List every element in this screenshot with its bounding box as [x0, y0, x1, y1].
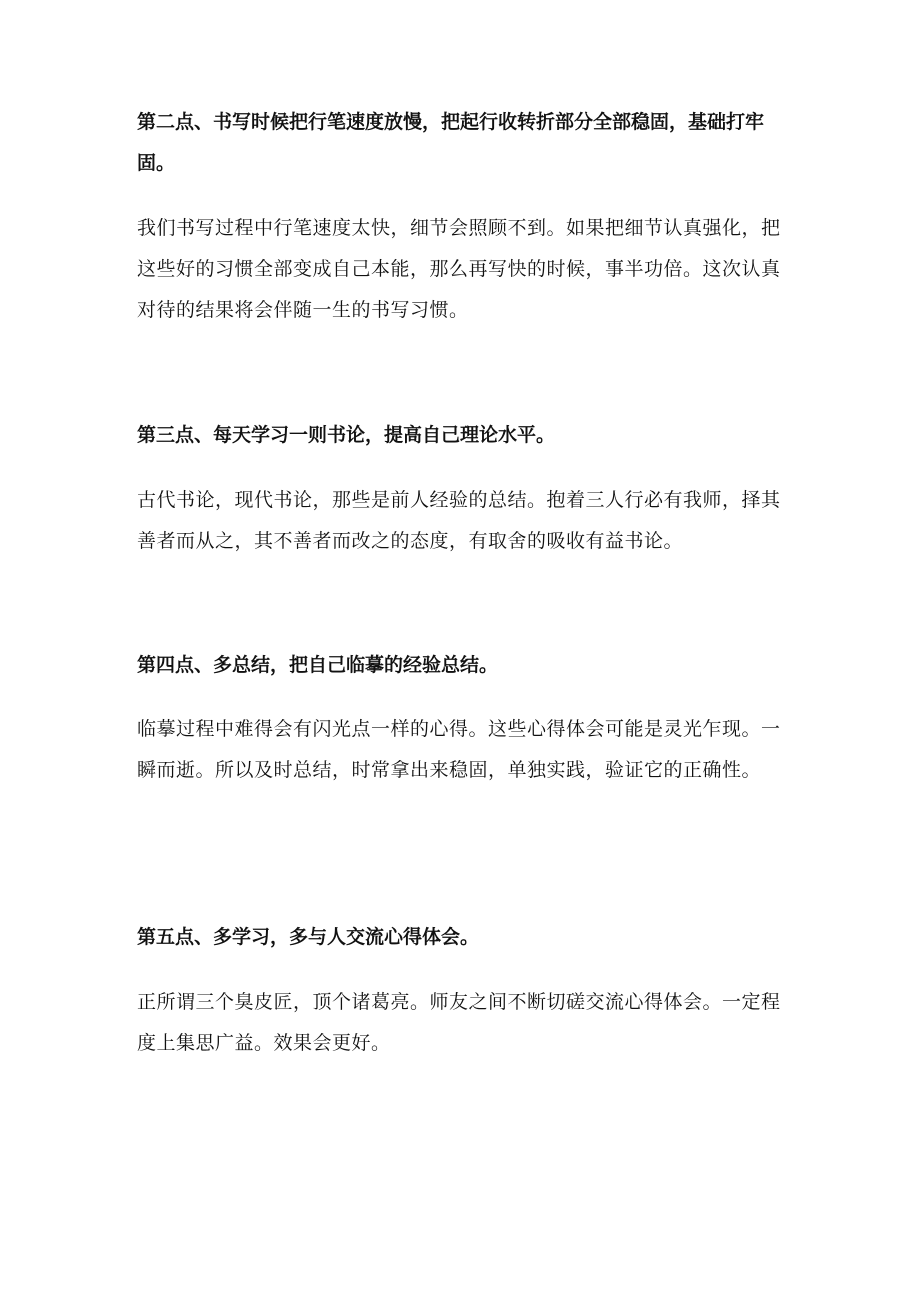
section-heading-4: 第四点、多总结，把自己临摹的经验总结。	[137, 654, 499, 676]
section-heading-2: 第二点、书写时候把行笔速度放慢，把起行收转折部分全部稳固，基础打牢固。	[137, 111, 765, 174]
section-paragraph-5: 正所谓三个臭皮匠，顶个诸葛亮。师友之间不断切磋交流心得体会。一定程度上集思广益。效果会更好。	[137, 991, 781, 1054]
section-paragraph-4: 临摹过程中难得会有闪光点一样的心得。这些心得体会可能是灵光乍现。一瞬而逝。所以及时总结，时常拿出来稳固，单独实践，验证它的正确性。	[137, 718, 781, 781]
section-paragraph-2: 我们书写过程中行笔速度太快，细节会照顾不到。如果把细节认真强化，把这些好的习惯全部变成自己本能，那么再写快的时候，事半功倍。这次认真对待的结果将会伴随一生的书写习惯。	[137, 217, 781, 321]
section-heading-3: 第三点、每天学习一则书论，提高自己理论水平。	[137, 424, 556, 446]
section-heading-5: 第五点、多学习，多与人交流心得体会。	[137, 926, 480, 948]
section-paragraph-3: 古代书论，现代书论，那些是前人经验的总结。抱着三人行必有我师，择其善者而从之，其不善者而改之的态度，有取舍的吸收有益书论。	[137, 489, 781, 552]
